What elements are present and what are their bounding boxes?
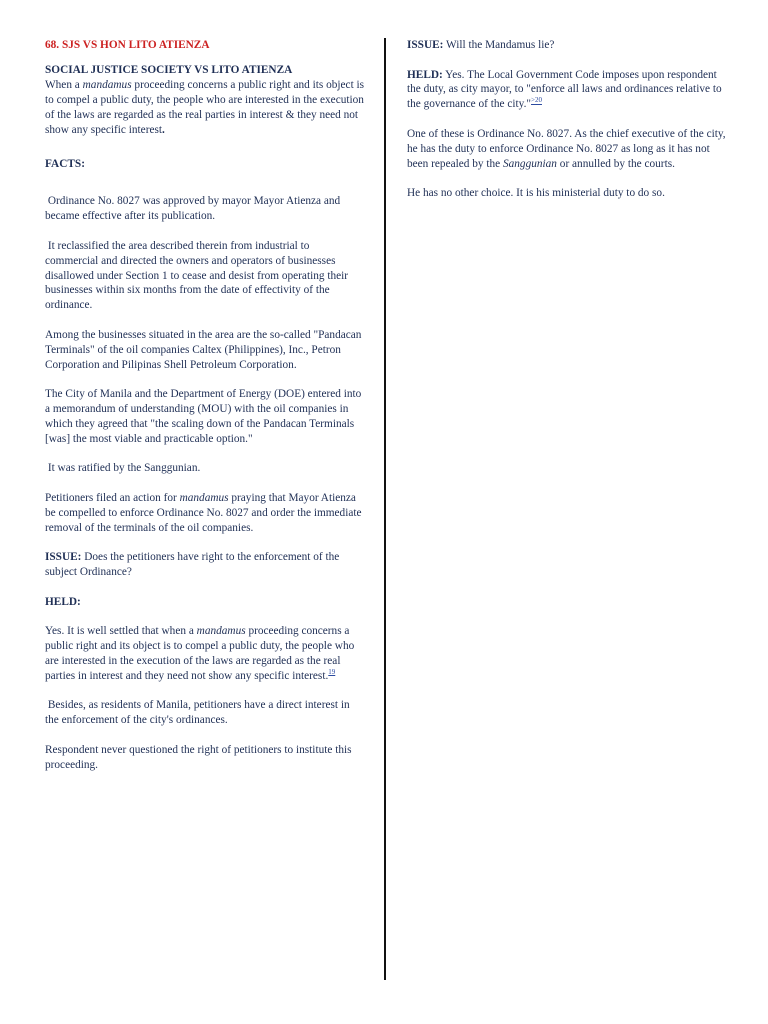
footnote-link-20[interactable]: >20 xyxy=(531,96,542,105)
p7-italic: mandamus xyxy=(196,625,246,638)
right-p2-before: One of these is Ordinance No. 8027. As the chief executive of the city, he has the duty to enforce Ordinance No. 8027 as long as it has not been repealed by the xyxy=(407,127,726,170)
right-p2-italic: Sanggunian xyxy=(502,157,557,170)
lead-text-before: When a xyxy=(45,78,83,91)
issue-text: Does the petitioners have right to the enforcement of the subject Ordinance? xyxy=(45,551,340,579)
lead-text-after: proceeding concerns a public right and its object is to compel a public duty, the people who are interested in the execution of the laws are regarded as the real parties in interest & they need not show any specific interest xyxy=(45,78,365,136)
held-paragraph-1 xyxy=(45,624,365,684)
p6-after: praying that Mayor Atienza be compelled to enforce Ordinance No. 8027 and order the immediate removal of the terminals of the oil companies. xyxy=(45,491,362,534)
column-divider xyxy=(384,38,386,980)
right-held-paragraph xyxy=(407,68,727,113)
facts-paragraph-2: It reclassified the area described therein from industrial to commercial and directed the owners and operators of businesses disallowed under Section 1 to cease and desist from operating their businesses within six months from the date of effectivity of the ordinance. xyxy=(45,239,351,312)
held-paragraph-2: Besides, as residents of Manila, petitioners have a direct interest in the enforcement of the city's ordinances. xyxy=(45,699,353,727)
p6-italic: mandamus xyxy=(179,491,229,504)
right-paragraph-3: He has no other choice. It is his ministerial duty to do so. xyxy=(407,187,665,200)
right-issue-label: ISSUE: xyxy=(407,39,444,51)
issue-label: ISSUE: xyxy=(45,551,82,564)
right-issue-text: Will the Mandamus lie? xyxy=(443,39,555,51)
facts-heading: FACTS: xyxy=(45,158,85,171)
p7-before: Yes. It is well settled that when a xyxy=(45,625,197,638)
right-held-text: Yes. The Local Government Code imposes upon respondent the duty, as city mayor, to "enforce all laws and ordinances relative to the governance of the city." xyxy=(407,68,722,111)
case-name: SOCIAL JUSTICE SOCIETY VS LITO ATIENZA xyxy=(45,63,293,76)
issue-paragraph xyxy=(45,550,365,580)
facts-paragraph-1: Ordinance No. 8027 was approved by mayor Mayor Atienza and became effective after its publication. xyxy=(45,195,344,223)
footnote-link-19[interactable]: 19 xyxy=(328,668,336,677)
held-paragraph-3: Respondent never questioned the right of petitioners to institute this proceeding. xyxy=(45,743,352,771)
facts-paragraph-6 xyxy=(45,491,365,536)
right-column xyxy=(407,38,727,216)
facts-paragraph-4: The City of Manila and the Department of Energy (DOE) entered into a memorandum of understanding (MOU) with the oil companies in which they agreed that "the scaling down of the Pandacan Terminals [was] the most viable and practicable option." xyxy=(45,388,362,445)
left-column xyxy=(45,38,365,787)
right-issue-paragraph xyxy=(407,38,727,53)
p7-after: proceeding concerns a public right and its object is to compel a public duty, the people who are interested in the execution of the laws are regarded as the real parties in interest and they need not show any specific interest. xyxy=(45,625,355,682)
lead-italic: mandamus xyxy=(82,78,132,91)
right-paragraph-2 xyxy=(407,127,727,172)
p6-before: Petitioners filed an action for xyxy=(45,491,180,504)
facts-paragraph-3: Among the businesses situated in the area are the so-called "Pandacan Terminals" of the oil companies Caltex (Philippines), Inc., Petron Corporation and Pilipinas Shell Petroleum Corporation. xyxy=(45,328,362,371)
right-p2-after: or annulled by the courts. xyxy=(556,157,675,170)
facts-paragraph-5: It was ratified by the Sanggunian. xyxy=(45,462,201,475)
case-title: 68. SJS VS HON LITO ATIENZA xyxy=(45,39,210,51)
lead-paragraph xyxy=(45,78,365,138)
right-held-label: HELD: xyxy=(407,68,443,81)
lead-period: . xyxy=(162,123,165,136)
held-heading: HELD: xyxy=(45,595,81,608)
